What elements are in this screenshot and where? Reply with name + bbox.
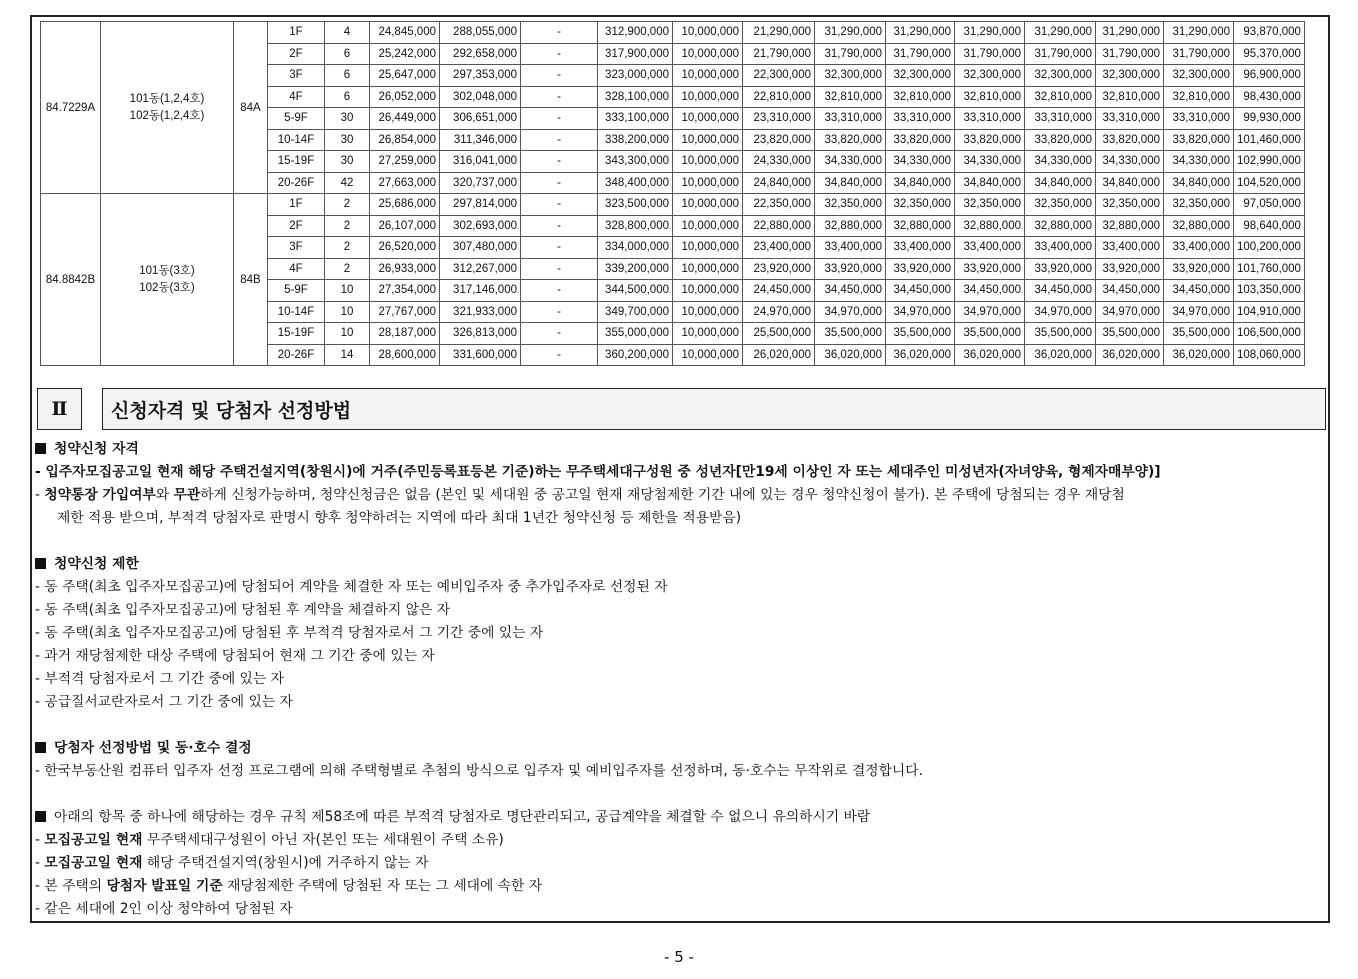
table-cell: 10,000,000: [673, 108, 743, 130]
table-cell: 31,790,000: [815, 43, 886, 65]
section-title: 신청자격 및 당첨자 선정방법: [102, 388, 1326, 430]
table-cell: 31,290,000: [1096, 22, 1164, 44]
table-cell: 35,500,000: [955, 323, 1025, 345]
table-cell: 10,000,000: [673, 129, 743, 151]
table-cell: 23,920,000: [743, 258, 815, 280]
table-cell: 348,400,000: [598, 172, 673, 194]
table-cell: 339,200,000: [598, 258, 673, 280]
table-cell: 33,310,000: [955, 108, 1025, 130]
table-cell: 23,310,000: [743, 108, 815, 130]
table-cell: 33,310,000: [1096, 108, 1164, 130]
table-cell: -: [521, 151, 598, 173]
table-cell: 32,350,000: [1164, 194, 1234, 216]
table-cell: 34,840,000: [1096, 172, 1164, 194]
table-cell: 34,840,000: [1025, 172, 1096, 194]
table-cell: 32,810,000: [1096, 86, 1164, 108]
table-cell: 101,460,000: [1234, 129, 1305, 151]
table-cell: 34,330,000: [1096, 151, 1164, 173]
table-cell: 6: [325, 65, 370, 87]
dong-label: 102동(1,2,4호): [129, 109, 205, 122]
table-cell: 32,880,000: [1096, 215, 1164, 237]
table-cell: 1F: [268, 22, 325, 44]
table-cell: 307,480,000: [440, 237, 521, 259]
table-cell: 355,000,000: [598, 323, 673, 345]
table-cell: 10,000,000: [673, 65, 743, 87]
table-cell: 10: [325, 301, 370, 323]
table-cell: 24,450,000: [743, 280, 815, 302]
selection-heading: 당첨자 선정방법 및 동·호수 결정: [35, 737, 1320, 760]
dong-label: 101동(1,2,4호): [129, 92, 205, 105]
table-cell: 34,840,000: [955, 172, 1025, 194]
table-cell: -: [521, 129, 598, 151]
table-cell: 10-14F: [268, 301, 325, 323]
table-cell: 34,330,000: [1025, 151, 1096, 173]
table-cell: 23,400,000: [743, 237, 815, 259]
table-cell: 32,300,000: [1164, 65, 1234, 87]
table-cell: 15-19F: [268, 151, 325, 173]
table-cell: 22,880,000: [743, 215, 815, 237]
area-cell: 84.8842B: [41, 194, 101, 366]
table-cell: 297,814,000: [440, 194, 521, 216]
table-cell: 10-14F: [268, 129, 325, 151]
table-cell: 33,820,000: [955, 129, 1025, 151]
square-bullet-icon: [35, 558, 46, 569]
table-cell: 36,020,000: [886, 344, 955, 366]
content-body: [35, 438, 1320, 921]
table-cell: -: [521, 194, 598, 216]
table-cell: 32,880,000: [1025, 215, 1096, 237]
table-cell: 25,686,000: [370, 194, 440, 216]
table-cell: 25,500,000: [743, 323, 815, 345]
table-cell: 31,290,000: [1164, 22, 1234, 44]
table-cell: 31,790,000: [1025, 43, 1096, 65]
table-cell: 100,200,000: [1234, 237, 1305, 259]
table-cell: 312,267,000: [440, 258, 521, 280]
table-cell: 333,100,000: [598, 108, 673, 130]
table-cell: 32,300,000: [1025, 65, 1096, 87]
table-cell: -: [521, 323, 598, 345]
table-cell: 344,500,000: [598, 280, 673, 302]
table-cell: 20-26F: [268, 172, 325, 194]
table-cell: 6: [325, 43, 370, 65]
table-cell: 317,146,000: [440, 280, 521, 302]
table-cell: 32,300,000: [1096, 65, 1164, 87]
table-cell: 35,500,000: [1164, 323, 1234, 345]
table-cell: 104,520,000: [1234, 172, 1305, 194]
table-cell: 35,500,000: [1025, 323, 1096, 345]
table-cell: 35,500,000: [815, 323, 886, 345]
table-cell: 22,810,000: [743, 86, 815, 108]
table-cell: 35,500,000: [1096, 323, 1164, 345]
qualification-item-1: - 입주자모집공고일 현재 해당 주택건설지역(창원시)에 거주(주민등록표등본 기준)하는 무주택세대구성원 중 성년자[만19세 이상인 자 또는 세대주인 미성년자(자녀양육, 형제자매부양)]: [35, 464, 1161, 480]
table-cell: 5-9F: [268, 280, 325, 302]
table-cell: 10,000,000: [673, 194, 743, 216]
table-cell: 343,300,000: [598, 151, 673, 173]
table-cell: 334,000,000: [598, 237, 673, 259]
dong-cell: [101, 22, 234, 194]
table-cell: 33,920,000: [955, 258, 1025, 280]
type-cell: 84A: [234, 22, 268, 194]
table-cell: 101,760,000: [1234, 258, 1305, 280]
table-cell: 27,767,000: [370, 301, 440, 323]
table-cell: 30: [325, 151, 370, 173]
table-cell: 323,000,000: [598, 65, 673, 87]
table-cell: -: [521, 108, 598, 130]
table-cell: 10,000,000: [673, 237, 743, 259]
table-cell: 26,854,000: [370, 129, 440, 151]
table-cell: 33,400,000: [1164, 237, 1234, 259]
table-cell: 95,370,000: [1234, 43, 1305, 65]
square-bullet-icon: [35, 443, 46, 454]
table-cell: 32,880,000: [815, 215, 886, 237]
table-cell: 10,000,000: [673, 215, 743, 237]
table-cell: 10: [325, 323, 370, 345]
table-cell: 1F: [268, 194, 325, 216]
table-cell: 26,107,000: [370, 215, 440, 237]
table-cell: 10,000,000: [673, 323, 743, 345]
table-cell: 33,400,000: [815, 237, 886, 259]
table-cell: 24,840,000: [743, 172, 815, 194]
square-bullet-icon: [35, 811, 46, 822]
table-cell: 2: [325, 194, 370, 216]
table-cell: -: [521, 301, 598, 323]
table-cell: 6: [325, 86, 370, 108]
table-cell: 31,790,000: [955, 43, 1025, 65]
table-cell: 2: [325, 258, 370, 280]
table-cell: 10,000,000: [673, 43, 743, 65]
table-cell: 23,820,000: [743, 129, 815, 151]
table-cell: 360,200,000: [598, 344, 673, 366]
document-frame: [30, 15, 1330, 923]
table-cell: 32,350,000: [1025, 194, 1096, 216]
square-bullet-icon: [35, 742, 46, 753]
table-cell: 108,060,000: [1234, 344, 1305, 366]
table-cell: 34,450,000: [815, 280, 886, 302]
table-cell: 4: [325, 22, 370, 44]
table-cell: -: [521, 215, 598, 237]
restriction-item: - 동 주택(최초 입주자모집공고)에 당첨된 후 부적격 당첨자로서 그 기간 중에 있는 자: [35, 625, 544, 641]
table-cell: 33,310,000: [1164, 108, 1234, 130]
table-cell: 32,300,000: [955, 65, 1025, 87]
table-cell: 33,920,000: [886, 258, 955, 280]
ineligible-item-2: - 모집공고일 현재 해당 주택건설지역(창원시)에 거주하지 않는 자: [35, 855, 429, 871]
price-table: [40, 21, 1305, 366]
table-cell: 32,810,000: [955, 86, 1025, 108]
table-cell: 10,000,000: [673, 22, 743, 44]
table-cell: 34,840,000: [1164, 172, 1234, 194]
table-cell: 26,020,000: [743, 344, 815, 366]
dong-label: 101동(3호): [139, 264, 195, 277]
table-cell: 26,933,000: [370, 258, 440, 280]
table-cell: 25,242,000: [370, 43, 440, 65]
table-cell: 27,354,000: [370, 280, 440, 302]
price-row: [41, 22, 1305, 44]
table-cell: 34,970,000: [1096, 301, 1164, 323]
table-cell: 34,330,000: [886, 151, 955, 173]
table-cell: 93,870,000: [1234, 22, 1305, 44]
table-cell: 21,290,000: [743, 22, 815, 44]
table-cell: 14: [325, 344, 370, 366]
table-cell: 349,700,000: [598, 301, 673, 323]
table-cell: 328,100,000: [598, 86, 673, 108]
table-cell: 34,840,000: [815, 172, 886, 194]
table-cell: 34,970,000: [815, 301, 886, 323]
table-cell: 288,055,000: [440, 22, 521, 44]
dong-label: 102동(3호): [139, 281, 195, 294]
restriction-item: - 과거 재당첨제한 대상 주택에 당첨되어 현재 그 기간 중에 있는 자: [35, 648, 435, 664]
table-cell: 22,350,000: [743, 194, 815, 216]
table-cell: 32,810,000: [815, 86, 886, 108]
table-cell: 33,920,000: [1164, 258, 1234, 280]
table-cell: 33,400,000: [1096, 237, 1164, 259]
table-cell: 10,000,000: [673, 258, 743, 280]
table-cell: 27,663,000: [370, 172, 440, 194]
table-cell: 292,658,000: [440, 43, 521, 65]
table-cell: -: [521, 43, 598, 65]
table-cell: 10,000,000: [673, 344, 743, 366]
table-cell: 32,300,000: [886, 65, 955, 87]
table-cell: 297,353,000: [440, 65, 521, 87]
table-cell: 34,970,000: [955, 301, 1025, 323]
table-cell: 104,910,000: [1234, 301, 1305, 323]
table-cell: 20-26F: [268, 344, 325, 366]
table-cell: 26,449,000: [370, 108, 440, 130]
restriction-item: - 동 주택(최초 입주자모집공고)에 당첨되어 계약을 체결한 자 또는 예비입주자 중 추가입주자로 선정된 자: [35, 579, 668, 595]
table-cell: 31,290,000: [815, 22, 886, 44]
table-cell: 36,020,000: [1164, 344, 1234, 366]
table-cell: 4F: [268, 258, 325, 280]
table-cell: 30: [325, 129, 370, 151]
table-cell: 10,000,000: [673, 280, 743, 302]
table-cell: 317,900,000: [598, 43, 673, 65]
dong-cell: [101, 194, 234, 366]
table-cell: -: [521, 86, 598, 108]
table-cell: 33,820,000: [1164, 129, 1234, 151]
table-cell: 26,052,000: [370, 86, 440, 108]
table-cell: 15-19F: [268, 323, 325, 345]
table-cell: 326,813,000: [440, 323, 521, 345]
table-cell: 32,350,000: [815, 194, 886, 216]
table-cell: 34,330,000: [955, 151, 1025, 173]
table-cell: 34,450,000: [955, 280, 1025, 302]
table-cell: 28,187,000: [370, 323, 440, 345]
table-cell: 311,346,000: [440, 129, 521, 151]
table-cell: 28,600,000: [370, 344, 440, 366]
table-cell: 328,800,000: [598, 215, 673, 237]
table-cell: 4F: [268, 86, 325, 108]
table-cell: 10,000,000: [673, 151, 743, 173]
table-cell: 25,647,000: [370, 65, 440, 87]
table-cell: 338,200,000: [598, 129, 673, 151]
table-cell: 36,020,000: [1096, 344, 1164, 366]
table-cell: 102,990,000: [1234, 151, 1305, 173]
table-cell: -: [521, 172, 598, 194]
table-cell: 2F: [268, 43, 325, 65]
table-cell: 34,970,000: [1025, 301, 1096, 323]
table-cell: 33,920,000: [1096, 258, 1164, 280]
table-cell: 32,350,000: [1096, 194, 1164, 216]
table-cell: -: [521, 22, 598, 44]
table-cell: 32,810,000: [886, 86, 955, 108]
table-cell: 31,790,000: [886, 43, 955, 65]
table-cell: 33,820,000: [1096, 129, 1164, 151]
table-cell: 42: [325, 172, 370, 194]
table-cell: 32,810,000: [1164, 86, 1234, 108]
table-cell: 33,920,000: [815, 258, 886, 280]
table-cell: 3F: [268, 237, 325, 259]
table-cell: 34,330,000: [815, 151, 886, 173]
table-cell: 98,430,000: [1234, 86, 1305, 108]
table-cell: 32,880,000: [1164, 215, 1234, 237]
table-cell: 27,259,000: [370, 151, 440, 173]
table-cell: 21,790,000: [743, 43, 815, 65]
restriction-heading: 청약신청 제한: [35, 553, 1320, 576]
table-cell: 34,840,000: [886, 172, 955, 194]
type-cell: 84B: [234, 194, 268, 366]
restriction-item: - 동 주택(최초 입주자모집공고)에 당첨된 후 계약을 체결하지 않은 자: [35, 602, 451, 618]
table-cell: -: [521, 237, 598, 259]
table-cell: 34,330,000: [1164, 151, 1234, 173]
table-cell: 32,300,000: [815, 65, 886, 87]
table-cell: 31,790,000: [1096, 43, 1164, 65]
table-cell: 99,930,000: [1234, 108, 1305, 130]
table-cell: 31,290,000: [886, 22, 955, 44]
table-cell: 33,820,000: [815, 129, 886, 151]
table-cell: 32,350,000: [886, 194, 955, 216]
table-cell: 34,450,000: [1025, 280, 1096, 302]
table-cell: 312,900,000: [598, 22, 673, 44]
qualification-item-2-cont: 제한 적용 받으며, 부적격 당첨자로 판명시 향후 청약하려는 지역에 따라 최대 1년간 청약신청 등 제한을 적용받음): [57, 510, 742, 526]
page-number: - 5 -: [664, 948, 694, 966]
restriction-item: - 부적격 당첨자로서 그 기간 중에 있는 자: [35, 671, 284, 687]
selection-item: - 한국부동산원 컴퓨터 입주자 선정 프로그램에 의해 주택형별로 추첨의 방식으로 입주자 및 예비입주자를 선정하며, 동·호수는 무작위로 결정합니다.: [35, 763, 923, 779]
table-cell: 36,020,000: [955, 344, 1025, 366]
table-cell: 36,020,000: [1025, 344, 1096, 366]
qualification-heading: 청약신청 자격: [35, 438, 1320, 461]
table-cell: 26,520,000: [370, 237, 440, 259]
table-cell: 5-9F: [268, 108, 325, 130]
table-cell: 31,290,000: [1025, 22, 1096, 44]
table-cell: 22,300,000: [743, 65, 815, 87]
table-cell: 30: [325, 108, 370, 130]
table-cell: 33,400,000: [1025, 237, 1096, 259]
table-cell: 106,500,000: [1234, 323, 1305, 345]
table-cell: 306,651,000: [440, 108, 521, 130]
table-cell: -: [521, 344, 598, 366]
table-cell: 31,290,000: [955, 22, 1025, 44]
table-cell: 10: [325, 280, 370, 302]
table-cell: 316,041,000: [440, 151, 521, 173]
table-cell: 34,970,000: [886, 301, 955, 323]
table-cell: 33,920,000: [1025, 258, 1096, 280]
table-cell: 3F: [268, 65, 325, 87]
table-cell: 33,310,000: [815, 108, 886, 130]
ineligible-heading: 아래의 항목 중 하나에 해당하는 경우 규칙 제58조에 따른 부적격 당첨자로 명단관리되고, 공급계약을 체결할 수 없으니 유의하시기 바람: [35, 806, 1320, 829]
ineligible-item-3: - 본 주택의 당첨자 발표일 기준 재당첨제한 주택에 당첨된 자 또는 그 세대에 속한 자: [35, 878, 543, 894]
table-cell: 302,048,000: [440, 86, 521, 108]
table-cell: -: [521, 65, 598, 87]
table-cell: 2: [325, 215, 370, 237]
table-cell: 10,000,000: [673, 301, 743, 323]
table-cell: 33,820,000: [886, 129, 955, 151]
table-cell: 34,450,000: [886, 280, 955, 302]
table-cell: 33,310,000: [886, 108, 955, 130]
table-cell: 321,933,000: [440, 301, 521, 323]
table-cell: 32,880,000: [886, 215, 955, 237]
table-cell: 24,330,000: [743, 151, 815, 173]
table-cell: 331,600,000: [440, 344, 521, 366]
table-cell: 36,020,000: [815, 344, 886, 366]
table-cell: 33,820,000: [1025, 129, 1096, 151]
table-cell: 34,970,000: [1164, 301, 1234, 323]
table-cell: 33,400,000: [955, 237, 1025, 259]
table-cell: 97,050,000: [1234, 194, 1305, 216]
table-cell: 98,640,000: [1234, 215, 1305, 237]
ineligible-item-4: - 같은 세대에 2인 이상 청약하여 당첨된 자: [35, 901, 293, 917]
table-cell: 302,693,000: [440, 215, 521, 237]
table-cell: 32,350,000: [955, 194, 1025, 216]
table-cell: 24,845,000: [370, 22, 440, 44]
table-cell: 32,810,000: [1025, 86, 1096, 108]
table-cell: 2F: [268, 215, 325, 237]
price-row: [41, 194, 1305, 216]
table-cell: 320,737,000: [440, 172, 521, 194]
section-number: Ⅱ: [37, 388, 82, 430]
table-cell: 103,350,000: [1234, 280, 1305, 302]
qualification-item-2: - 청약통장 가입여부와 무관하게 신청가능하며, 청약신청금은 없음 (본인 및 세대원 중 공고일 현재 재당첨제한 기간 내에 있는 경우 청약신청이 불가). 본 주택에 당첨되는 경우 재당첨: [35, 487, 1125, 503]
table-cell: 2: [325, 237, 370, 259]
table-cell: 96,900,000: [1234, 65, 1305, 87]
table-cell: 33,400,000: [886, 237, 955, 259]
table-cell: 10,000,000: [673, 172, 743, 194]
table-cell: 32,880,000: [955, 215, 1025, 237]
area-cell: 84.7229A: [41, 22, 101, 194]
table-cell: 35,500,000: [886, 323, 955, 345]
table-cell: -: [521, 280, 598, 302]
table-cell: 24,970,000: [743, 301, 815, 323]
table-cell: 31,790,000: [1164, 43, 1234, 65]
table-cell: 10,000,000: [673, 86, 743, 108]
table-cell: 323,500,000: [598, 194, 673, 216]
table-cell: 34,450,000: [1164, 280, 1234, 302]
table-cell: 33,310,000: [1025, 108, 1096, 130]
table-cell: -: [521, 258, 598, 280]
restriction-item: - 공급질서교란자로서 그 기간 중에 있는 자: [35, 694, 293, 710]
table-cell: 34,450,000: [1096, 280, 1164, 302]
ineligible-item-1: - 모집공고일 현재 무주택세대구성원이 아닌 자(본인 또는 세대원이 주택 소유): [35, 832, 504, 848]
